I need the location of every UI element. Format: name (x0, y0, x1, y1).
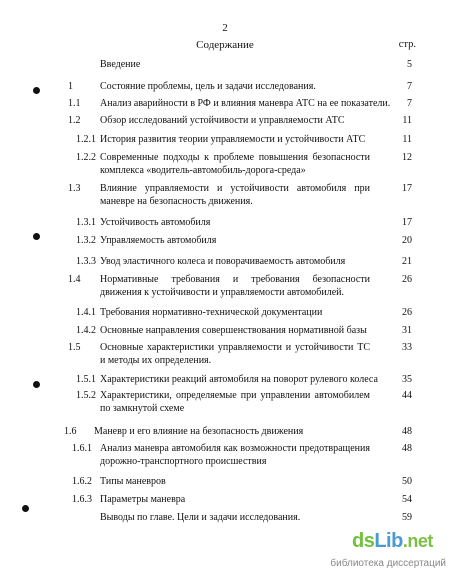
toc-text: Управляемость автомобиля (100, 235, 217, 246)
toc-text: Характеристики, определяемые при управлении автомобилем по замкнутой схеме (100, 390, 370, 414)
toc-number: 1.3 (68, 183, 81, 194)
toc-page: 11 (402, 115, 412, 126)
toc-page: 20 (402, 235, 412, 246)
toc-text: Увод эластичного колеса и поворачиваемость автомобиля (100, 256, 346, 267)
toc-number: 1.3.3 (76, 256, 96, 267)
page-title: Содержание (196, 39, 254, 51)
toc-page: 17 (402, 183, 412, 194)
toc-number: 1.2.2 (76, 152, 96, 163)
toc-text: Нормативные требования и требования безопасности движения к устойчивости и управляемости автомобилей. (100, 274, 370, 298)
toc-page: 5 (407, 59, 412, 70)
watermark (322, 530, 446, 574)
toc-number: 1.6.3 (72, 494, 92, 505)
toc-text: Введение (100, 59, 141, 70)
toc-text: Анализ маневра автомобиля как возможности предотвращения дорожно-транспортного происшествия (100, 443, 370, 467)
toc-number: 1.4 (68, 274, 81, 285)
toc-page: 33 (402, 342, 412, 353)
toc-number: 1.4.2 (76, 325, 96, 336)
toc-number: 1.6 (64, 426, 77, 437)
toc-page: 44 (402, 390, 412, 401)
toc-page: 7 (407, 98, 412, 109)
toc-page: 35 (402, 374, 412, 385)
page-column-header: стр. (398, 39, 416, 50)
toc-text: Влияние управляемости и устойчивости автомобиля при маневре на безопасность движения. (100, 183, 370, 207)
toc-number: 1.3.1 (76, 217, 96, 228)
toc-page: 7 (407, 81, 412, 92)
toc-number: 1.4.1 (76, 307, 96, 318)
toc-number: 1.1 (68, 98, 81, 109)
toc-page: 17 (402, 217, 412, 228)
toc-page: 12 (402, 152, 412, 163)
toc-text: Основные характеристики управляемости и устойчивости ТС и методы их определения. (100, 342, 370, 366)
toc-text: Обзор исследований устойчивости и управляемости АТС (100, 115, 345, 126)
toc-number: 1.5 (68, 342, 81, 353)
toc-text: Типы маневров (100, 476, 166, 487)
toc-text: Устойчивость автомобиля (100, 217, 211, 228)
toc-page: 59 (402, 512, 412, 523)
hole-punch-mark (33, 87, 40, 94)
toc-page: 26 (402, 274, 412, 285)
toc-text: Состояние проблемы, цель и задачи исследования. (100, 81, 316, 92)
toc-text: Маневр и его влияние на безопасность движения (94, 426, 304, 437)
toc-number: 1.5.1 (76, 374, 96, 385)
watermark-logo: dsLib.net (352, 530, 433, 552)
toc-text: Выводы по главе. Цели и задачи исследования. (100, 512, 301, 523)
toc-page: 50 (402, 476, 412, 487)
toc-page: 21 (402, 256, 412, 267)
toc-page: 54 (402, 494, 412, 505)
hole-punch-mark (33, 381, 40, 388)
toc-page: 26 (402, 307, 412, 318)
toc-text: Характеристики реакций автомобиля на поворот рулевого колеса (100, 374, 378, 385)
toc-number: 1.5.2 (76, 390, 96, 401)
watermark-tagline: библиотека диссертаций (330, 558, 446, 569)
toc-number: 1 (68, 81, 73, 92)
toc-number: 1.3.2 (76, 235, 96, 246)
toc-number: 1.6.2 (72, 476, 92, 487)
toc-page: 31 (402, 325, 412, 336)
toc-number: 1.2 (68, 115, 81, 126)
hole-punch-mark (22, 505, 29, 512)
toc-page: 48 (402, 426, 412, 437)
toc-text: Требования нормативно-технической документации (100, 307, 323, 318)
toc-number: 1.6.1 (72, 443, 92, 454)
toc-page: 11 (402, 134, 412, 145)
toc-text: Параметры маневра (100, 494, 186, 505)
toc-text: Основные направления совершенствования нормативной базы (100, 325, 367, 336)
toc-text: Анализ аварийности в РФ и влияния маневра АТС на ее показатели. (100, 98, 391, 109)
toc-number: 1.2.1 (76, 134, 96, 145)
toc-page: 48 (402, 443, 412, 454)
toc-text: История развития теории управляемости и устойчивости АТС (100, 134, 366, 145)
toc-text: Современные подходы к проблеме повышения безопасности комплекса «водитель-автомобиль-дорога-среда» (100, 152, 370, 176)
hole-punch-mark (33, 233, 40, 240)
page-number: 2 (222, 22, 228, 34)
